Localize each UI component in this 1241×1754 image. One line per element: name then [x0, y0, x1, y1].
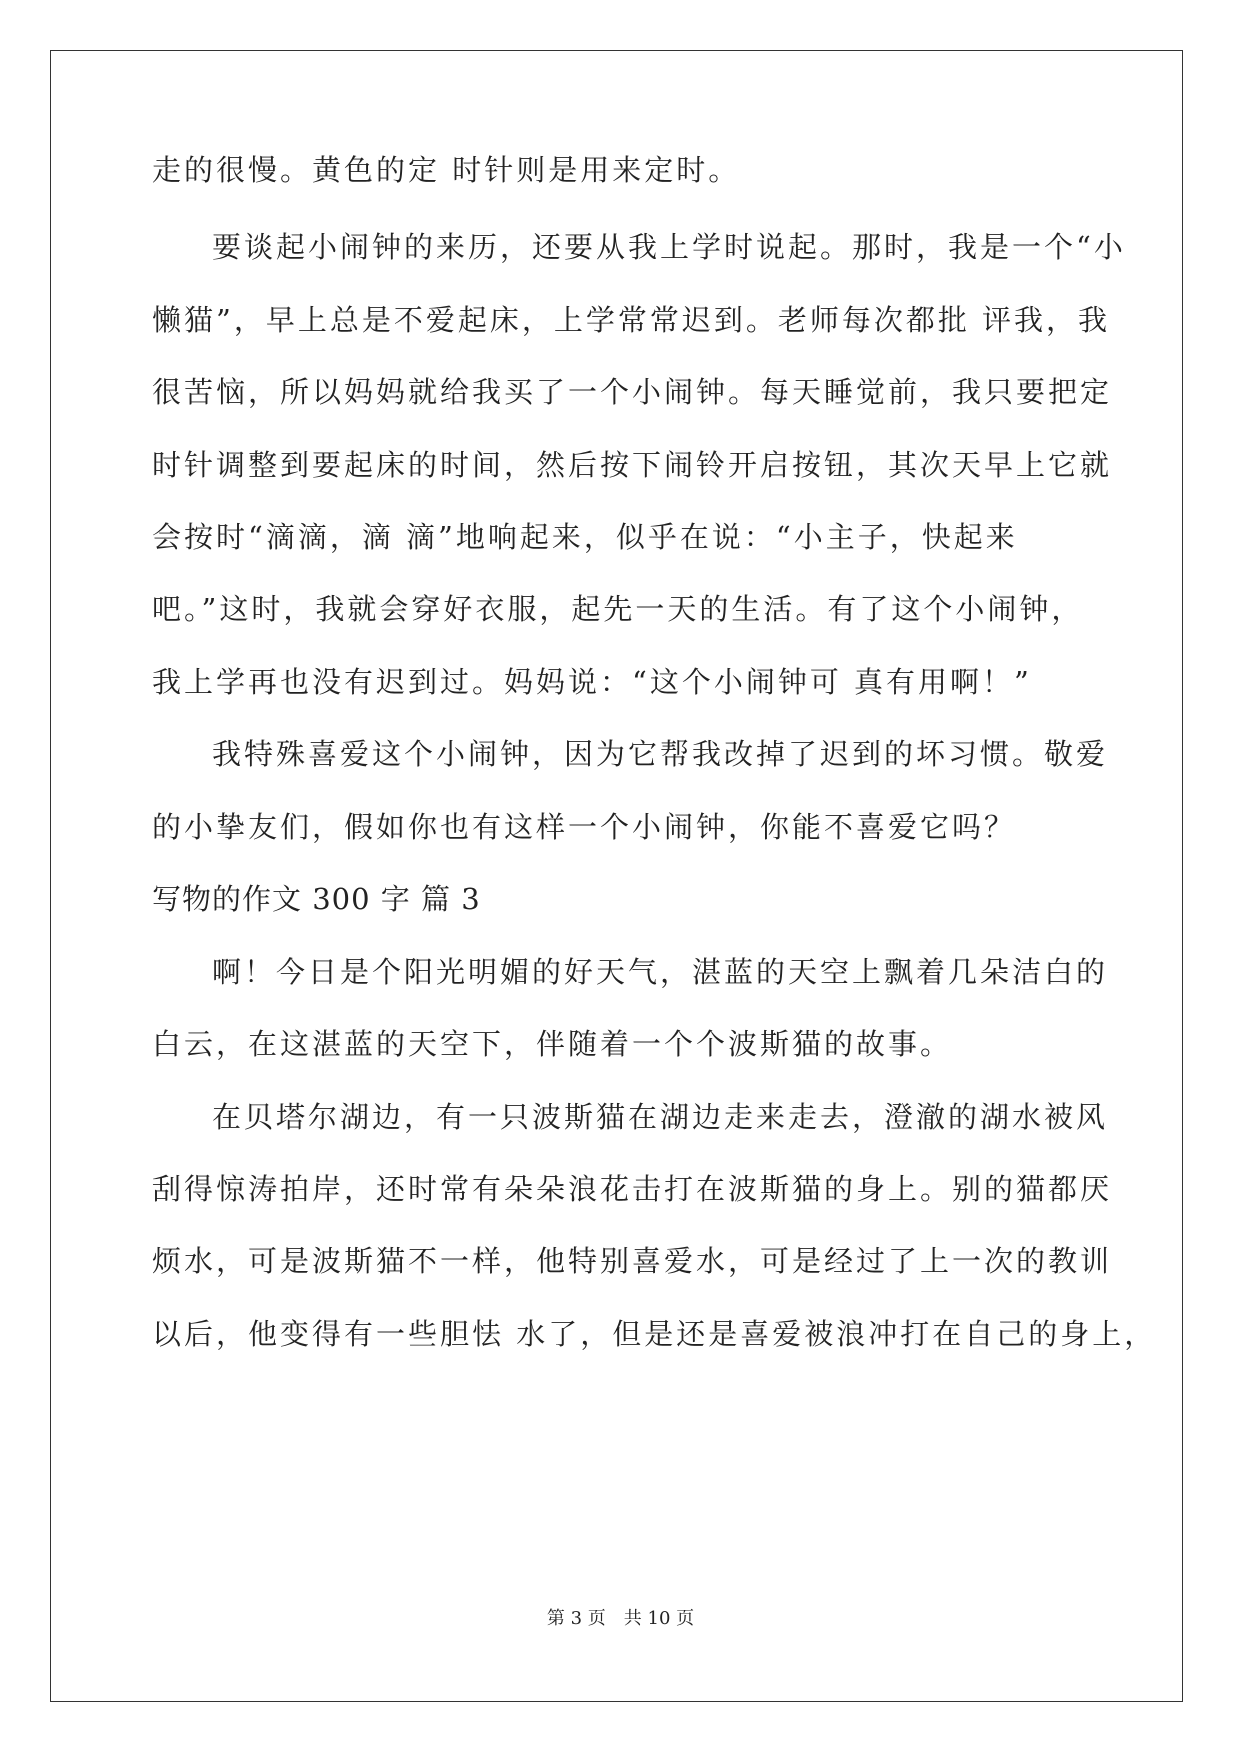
section-heading: 写物的作文 300 字 篇 3	[152, 882, 481, 916]
text-line: 吧。”这时，我就会穿好衣服，起先一天的生活。有了这个小闹钟，	[152, 592, 1084, 626]
paragraph-start-line: 在贝塔尔湖边，有一只波斯猫在湖边走来走去，澄澈的湖水被风	[212, 1100, 1109, 1134]
page-number-footer: 第 3 页 共 10 页	[546, 1608, 695, 1629]
text-line: 我上学再也没有迟到过。妈妈说：“这个小闹钟可 真有用啊！”	[152, 665, 1032, 699]
text-line: 以后，他变得有一些胆怯 水了，但是还是喜爱被浪冲打在自己的身上，	[152, 1317, 1157, 1351]
text-line: 刮得惊涛拍岸，还时常有朵朵浪花击打在波斯猫的身上。别的猫都厌	[152, 1172, 1113, 1206]
text-line: 很苦恼，所以妈妈就给我买了一个小闹钟。每天睡觉前，我只要把定	[152, 375, 1113, 409]
text-line: 会按时“滴滴，滴 滴”地响起来，似乎在说：“小主子，快起来	[152, 520, 1018, 554]
paragraph-start-line: 我特殊喜爱这个小闹钟，因为它帮我改掉了迟到的坏习惯。敬爱	[212, 737, 1109, 771]
text-line: 时针调整到要起床的时间，然后按下闹铃开启按钮，其次天早上它就	[152, 448, 1113, 482]
text-line: 的小挚友们，假如你也有这样一个小闹钟，你能不喜爱它吗？	[152, 810, 1017, 844]
text-line: 懒猫”，早上总是不爱起床，上学常常迟到。老师每次都批 评我，我	[152, 303, 1111, 337]
text-line: 烦水，可是波斯猫不一样，他特别喜爱水，可是经过了上一次的教训	[152, 1244, 1113, 1278]
paragraph-start-line: 要谈起小闹钟的来历，还要从我上学时说起。那时，我是一个“小	[212, 230, 1126, 264]
text-line: 白云，在这湛蓝的天空下，伴随着一个个波斯猫的故事。	[152, 1027, 953, 1061]
paragraph-start-line: 啊！今日是个阳光明媚的好天气，湛蓝的天空上飘着几朵洁白的	[212, 955, 1109, 989]
text-line: 走的很慢。黄色的定 时针则是用来定时。	[152, 153, 741, 187]
page-border	[50, 50, 1183, 1702]
